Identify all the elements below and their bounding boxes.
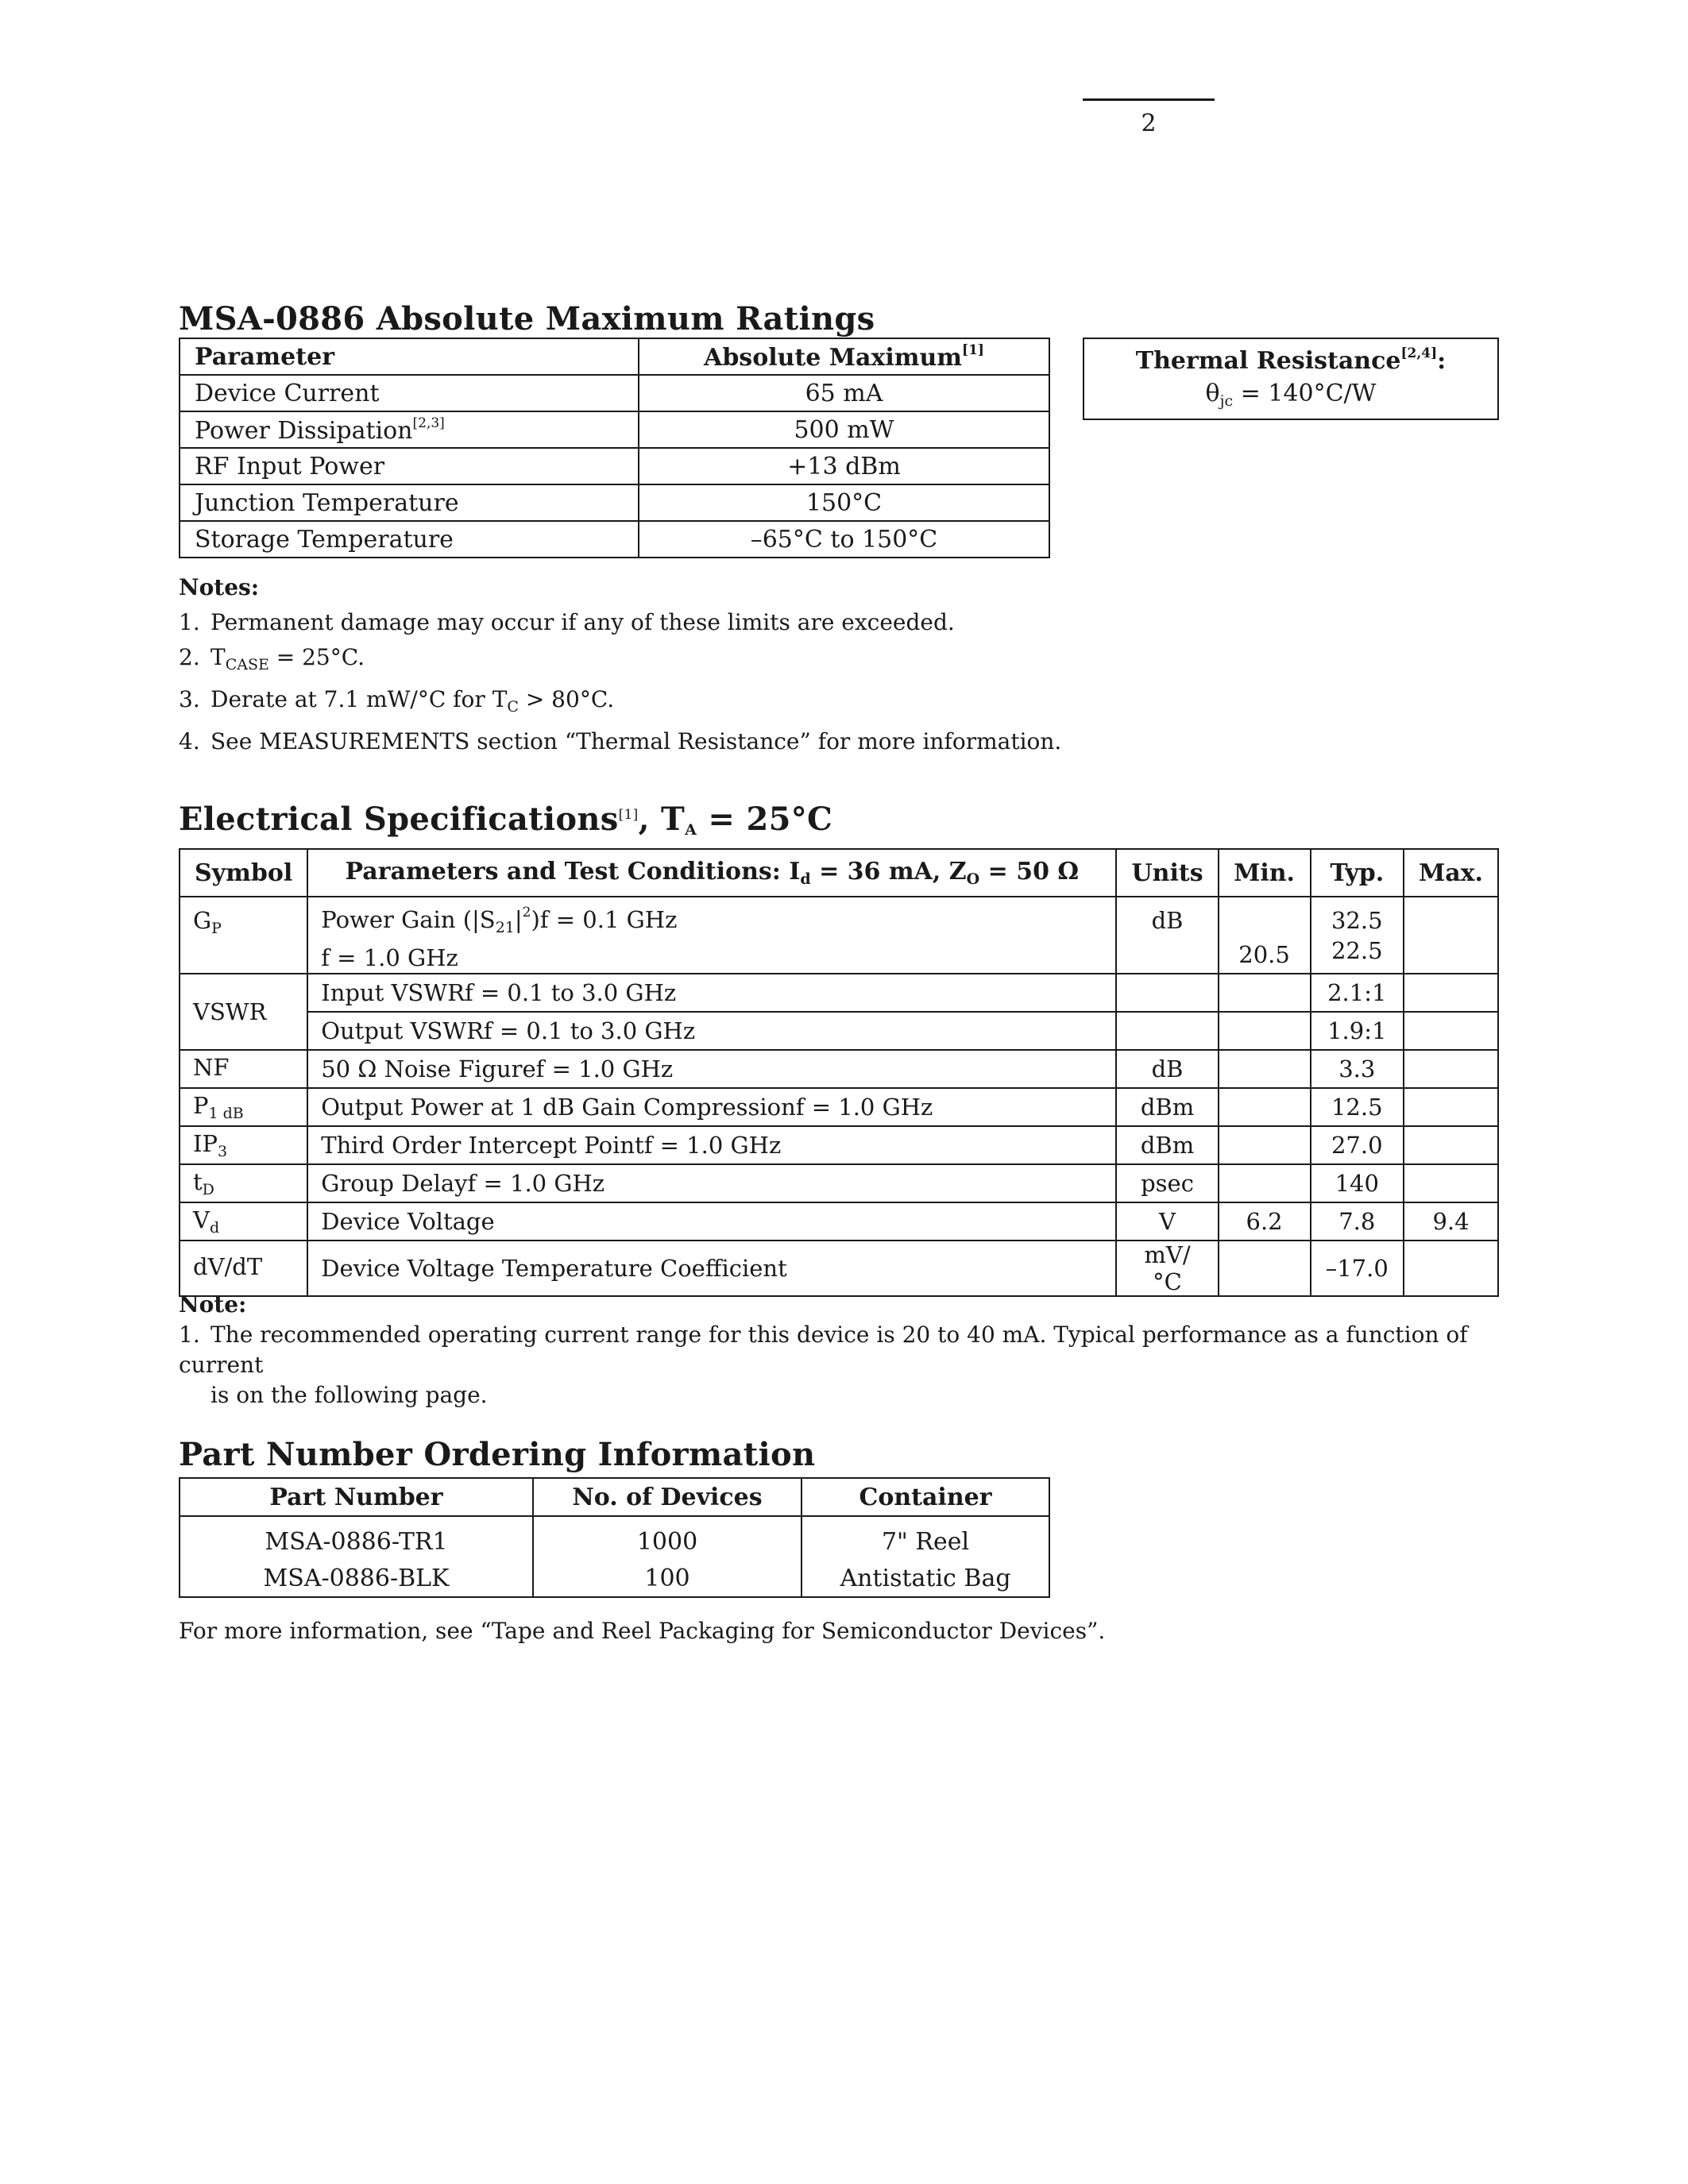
min-cell [1219, 1164, 1311, 1202]
table-row [180, 411, 1049, 448]
devices-cell: 100 [533, 1560, 802, 1597]
units-cell [1116, 1012, 1218, 1050]
min-cell [1219, 974, 1311, 1012]
thermal-value: $\theta_{jc} = 140^\circ C/W$ [1205, 380, 1377, 410]
symbol-cell: dV/dT [180, 1241, 307, 1296]
typ-cell: 1.9:1 [1311, 1012, 1404, 1050]
param-cell: Group Delayf = 1.0 GHz [307, 1164, 1116, 1202]
page-number-rule [1083, 98, 1215, 101]
min-cell [1219, 1241, 1311, 1296]
part-number-cell: MSA-0886-TR1 [180, 1516, 533, 1560]
units-cell: V [1116, 1202, 1218, 1241]
param-cell: Junction Temperature [180, 484, 639, 521]
typ-cell: 3.3 [1311, 1050, 1404, 1088]
max-cell: 9.4 [1404, 1202, 1498, 1241]
symbol-cell: $V_d$ [180, 1202, 307, 1241]
max-cell [1404, 897, 1498, 974]
param-cell: Device Voltage Temperature Coefficient [307, 1241, 1116, 1296]
note-item: 1. Permanent damage may occur if any of these limits are exceeded. [179, 609, 955, 635]
param-cell: Storage Temperature [180, 521, 639, 558]
col-parameter: Parameter [180, 338, 639, 375]
table-header-row [180, 1478, 1049, 1516]
thermal-title: Thermal Resistance[2,4]: [1135, 345, 1447, 375]
table-row [180, 1516, 1049, 1560]
param-cell: Output VSWRf = 0.1 to 3.0 GHz [307, 1012, 1116, 1050]
col-units: Units [1116, 849, 1218, 897]
notes-heading: Notes: [179, 574, 260, 600]
col-symbol: Symbol [180, 849, 307, 897]
table-row [180, 1560, 1049, 1597]
max-cell [1404, 1126, 1498, 1164]
note-heading: Note: [179, 1291, 247, 1318]
table-row [180, 897, 1498, 974]
abs-max-table [179, 338, 1050, 558]
max-cell [1404, 1012, 1498, 1050]
units-cell: psec [1116, 1164, 1218, 1202]
min-cell: 6.2 [1219, 1202, 1311, 1241]
symbol-cell: $G_P$ [180, 897, 307, 974]
table-row [180, 1164, 1498, 1202]
col-typ: Typ. [1311, 849, 1404, 897]
units-cell: dBm [1116, 1126, 1218, 1164]
table-row [180, 1202, 1498, 1241]
param-cell: 50 Ω Noise Figuref = 1.0 GHz [307, 1050, 1116, 1088]
table-header-row [180, 338, 1049, 375]
table-row [180, 1241, 1498, 1296]
abs-max-notes [179, 570, 1132, 759]
page-number: 2 [1141, 110, 1157, 137]
table-row [180, 484, 1049, 521]
note-item: 1. The recommended operating current range for this device is 20 to 40 mA. Typical performance as a function of current [179, 1322, 1468, 1378]
table-row [180, 521, 1049, 558]
table-row [180, 375, 1049, 411]
col-container: Container [802, 1478, 1049, 1516]
col-max: Max. [1404, 849, 1498, 897]
elec-specs-title: Electrical Specifications[1], $T_A = 25^\circ C$ [179, 801, 833, 839]
note-item: 2. $T_{CASE} = 25^\circ C$. [179, 644, 365, 673]
units-cell [1116, 974, 1218, 1012]
param-cell: Device Voltage [307, 1202, 1116, 1241]
typ-cell: 27.0 [1311, 1126, 1404, 1164]
param-cell: Power Gain $(|S_{21}|^2)f = 0.1$ GHz f = 1.0 GHz [307, 897, 1116, 974]
value-cell: 65 mA [639, 375, 1049, 411]
container-cell: Antistatic Bag [802, 1560, 1049, 1597]
ordering-title: Part Number Ordering Information [179, 1436, 816, 1473]
min-cell: 20.5 [1219, 897, 1311, 974]
param-cell: RF Input Power [180, 448, 639, 484]
elec-note [179, 1290, 1505, 1410]
units-cell: dB [1116, 1050, 1218, 1088]
typ-cell: 140 [1311, 1164, 1404, 1202]
table-row [180, 1012, 1498, 1050]
min-cell [1219, 1012, 1311, 1050]
electrical-specs-table [179, 848, 1499, 1297]
max-cell [1404, 974, 1498, 1012]
table-row [180, 1088, 1498, 1126]
value-cell: 150°C [639, 484, 1049, 521]
units-cell: dB [1116, 897, 1218, 974]
abs-max-title: MSA-0886 Absolute Maximum Ratings [179, 300, 875, 338]
param-cell: Device Current [180, 375, 639, 411]
table-row [180, 448, 1049, 484]
devices-cell: 1000 [533, 1516, 802, 1560]
value-cell: +13 dBm [639, 448, 1049, 484]
note-item: 4. See MEASUREMENTS section “Thermal Resistance” for more information. [179, 728, 1062, 754]
units-cell: mV/°C [1116, 1241, 1218, 1296]
param-cell: Third Order Intercept Pointf = 1.0 GHz [307, 1126, 1116, 1164]
col-no-devices: No. of Devices [533, 1478, 802, 1516]
note-item-continued: is on the following page. [211, 1382, 488, 1408]
typ-cell: 32.5 22.5 [1311, 897, 1404, 974]
symbol-cell: $P_{1 dB}$ [180, 1088, 307, 1126]
table-row [180, 1050, 1498, 1088]
table-row [180, 1126, 1498, 1164]
container-cell: 7" Reel [802, 1516, 1049, 1560]
min-cell [1219, 1088, 1311, 1126]
typ-cell: 2.1:1 [1311, 974, 1404, 1012]
ordering-table [179, 1477, 1050, 1598]
col-absolute-maximum: Absolute Maximum[1] [639, 338, 1049, 375]
symbol-cell: $IP_3$ [180, 1126, 307, 1164]
part-number-cell: MSA-0886-BLK [180, 1560, 533, 1597]
value-cell: 500 mW [639, 411, 1049, 448]
param-cell: Input VSWRf = 0.1 to 3.0 GHz [307, 974, 1116, 1012]
typ-cell: 12.5 [1311, 1088, 1404, 1126]
max-cell [1404, 1241, 1498, 1296]
units-cell: dBm [1116, 1088, 1218, 1126]
typ-cell: –17.0 [1311, 1241, 1404, 1296]
max-cell [1404, 1164, 1498, 1202]
max-cell [1404, 1088, 1498, 1126]
thermal-resistance-box [1083, 338, 1499, 420]
symbol-cell: VSWR [180, 974, 307, 1050]
param-cell: Power Dissipation[2,3] [180, 411, 639, 448]
param-cell: Output Power at 1 dB Gain Compressionf = 1.0 GHz [307, 1088, 1116, 1126]
table-header-row [180, 849, 1498, 897]
col-parameters: Parameters and Test Conditions: $I_d = 36$ mA, $Z_O = 50$ Ω [307, 849, 1116, 897]
max-cell [1404, 1050, 1498, 1088]
value-cell: –65°C to 150°C [639, 521, 1049, 558]
typ-cell: 7.8 [1311, 1202, 1404, 1241]
symbol-cell: NF [180, 1050, 307, 1088]
col-min: Min. [1219, 849, 1311, 897]
ordering-footer: For more information, see “Tape and Reel Packaging for Semiconductor Devices”. [179, 1618, 1106, 1644]
min-cell [1219, 1050, 1311, 1088]
min-cell [1219, 1126, 1311, 1164]
table-row [180, 974, 1498, 1012]
note-item: 3. Derate at 7.1 mW/°C for $T_C > 80^\circ C$. [179, 686, 615, 716]
symbol-cell: $t_D$ [180, 1164, 307, 1202]
col-part-number: Part Number [180, 1478, 533, 1516]
